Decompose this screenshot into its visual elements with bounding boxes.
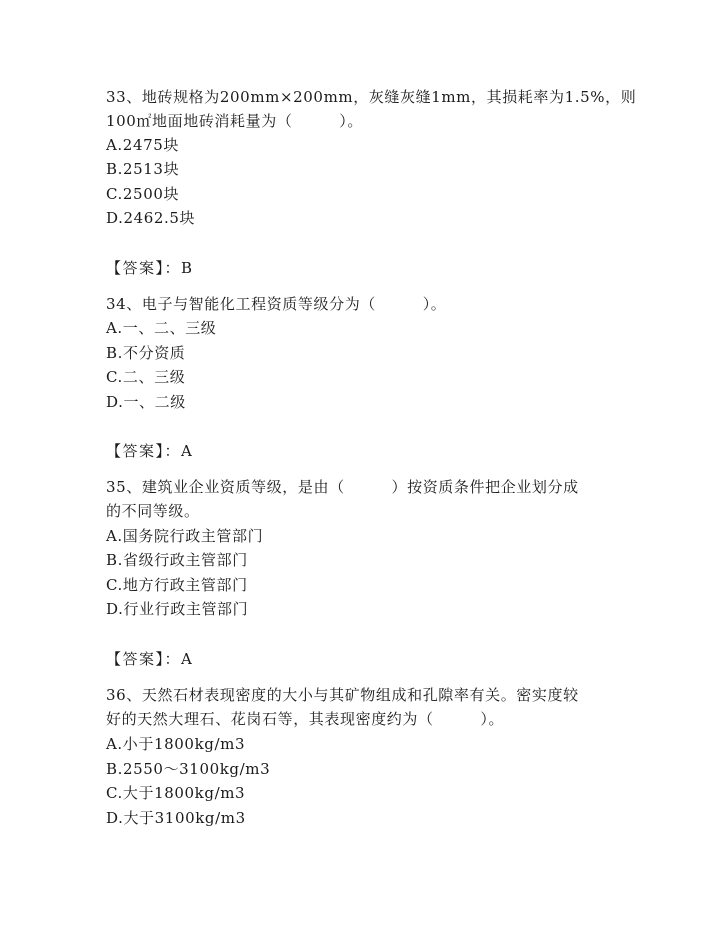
question-34-option-b: B.不分资质 [106,344,186,362]
question-34-stem-line-1: 34、电子与智能化工程资质等级分为（ ）。 [106,295,447,313]
question-35-stem-line-2: 的不同等级。 [106,502,200,520]
question-33-option-c: C.2500块 [106,185,180,203]
question-33-stem-line-2: 100㎡地面地砖消耗量为（ ）。 [106,112,363,130]
question-35-option-b: B.省级行政主管部门 [106,551,248,569]
question-35-stem-line-1: 35、建筑业企业资质等级，是由（ ）按资质条件把企业划分成 [106,478,579,496]
question-36-option-d: D.大于3100kg/m3 [106,809,246,827]
question-33-option-a: A.2475块 [106,136,179,154]
question-35-answer: 【答案】：A [106,650,194,668]
question-35-option-d: D.行业行政主管部门 [106,600,249,618]
question-36-option-b: B.2550～3100kg/m3 [106,760,271,778]
question-34-option-c: C.二、三级 [106,368,186,386]
question-34-answer: 【答案】：A [106,442,194,460]
question-33-option-d: D.2462.5块 [106,209,196,227]
question-35-option-c: C.地方行政主管部门 [106,576,248,594]
question-33-answer: 【答案】：B [106,259,194,277]
question-36-option-c: C.大于1800kg/m3 [106,784,246,802]
question-36-stem-line-2: 好的天然大理石、花岗石等，其表现密度约为（ ）。 [106,710,505,728]
question-34-option-a: A.一、二、三级 [106,319,217,337]
question-36-option-a: A.小于1800kg/m3 [106,735,246,753]
question-33-stem-line-1: 33、地砖规格为200mm×200mm，灰缝灰缝1mm，其损耗率为1.5%，则 [106,88,637,106]
question-34-option-d: D.一、二级 [106,393,186,411]
question-36-stem-line-1: 36、天然石材表现密度的大小与其矿物组成和孔隙率有关。密实度较 [106,686,579,704]
question-35-option-a: A.国务院行政主管部门 [106,527,264,545]
question-33-option-b: B.2513块 [106,160,180,178]
